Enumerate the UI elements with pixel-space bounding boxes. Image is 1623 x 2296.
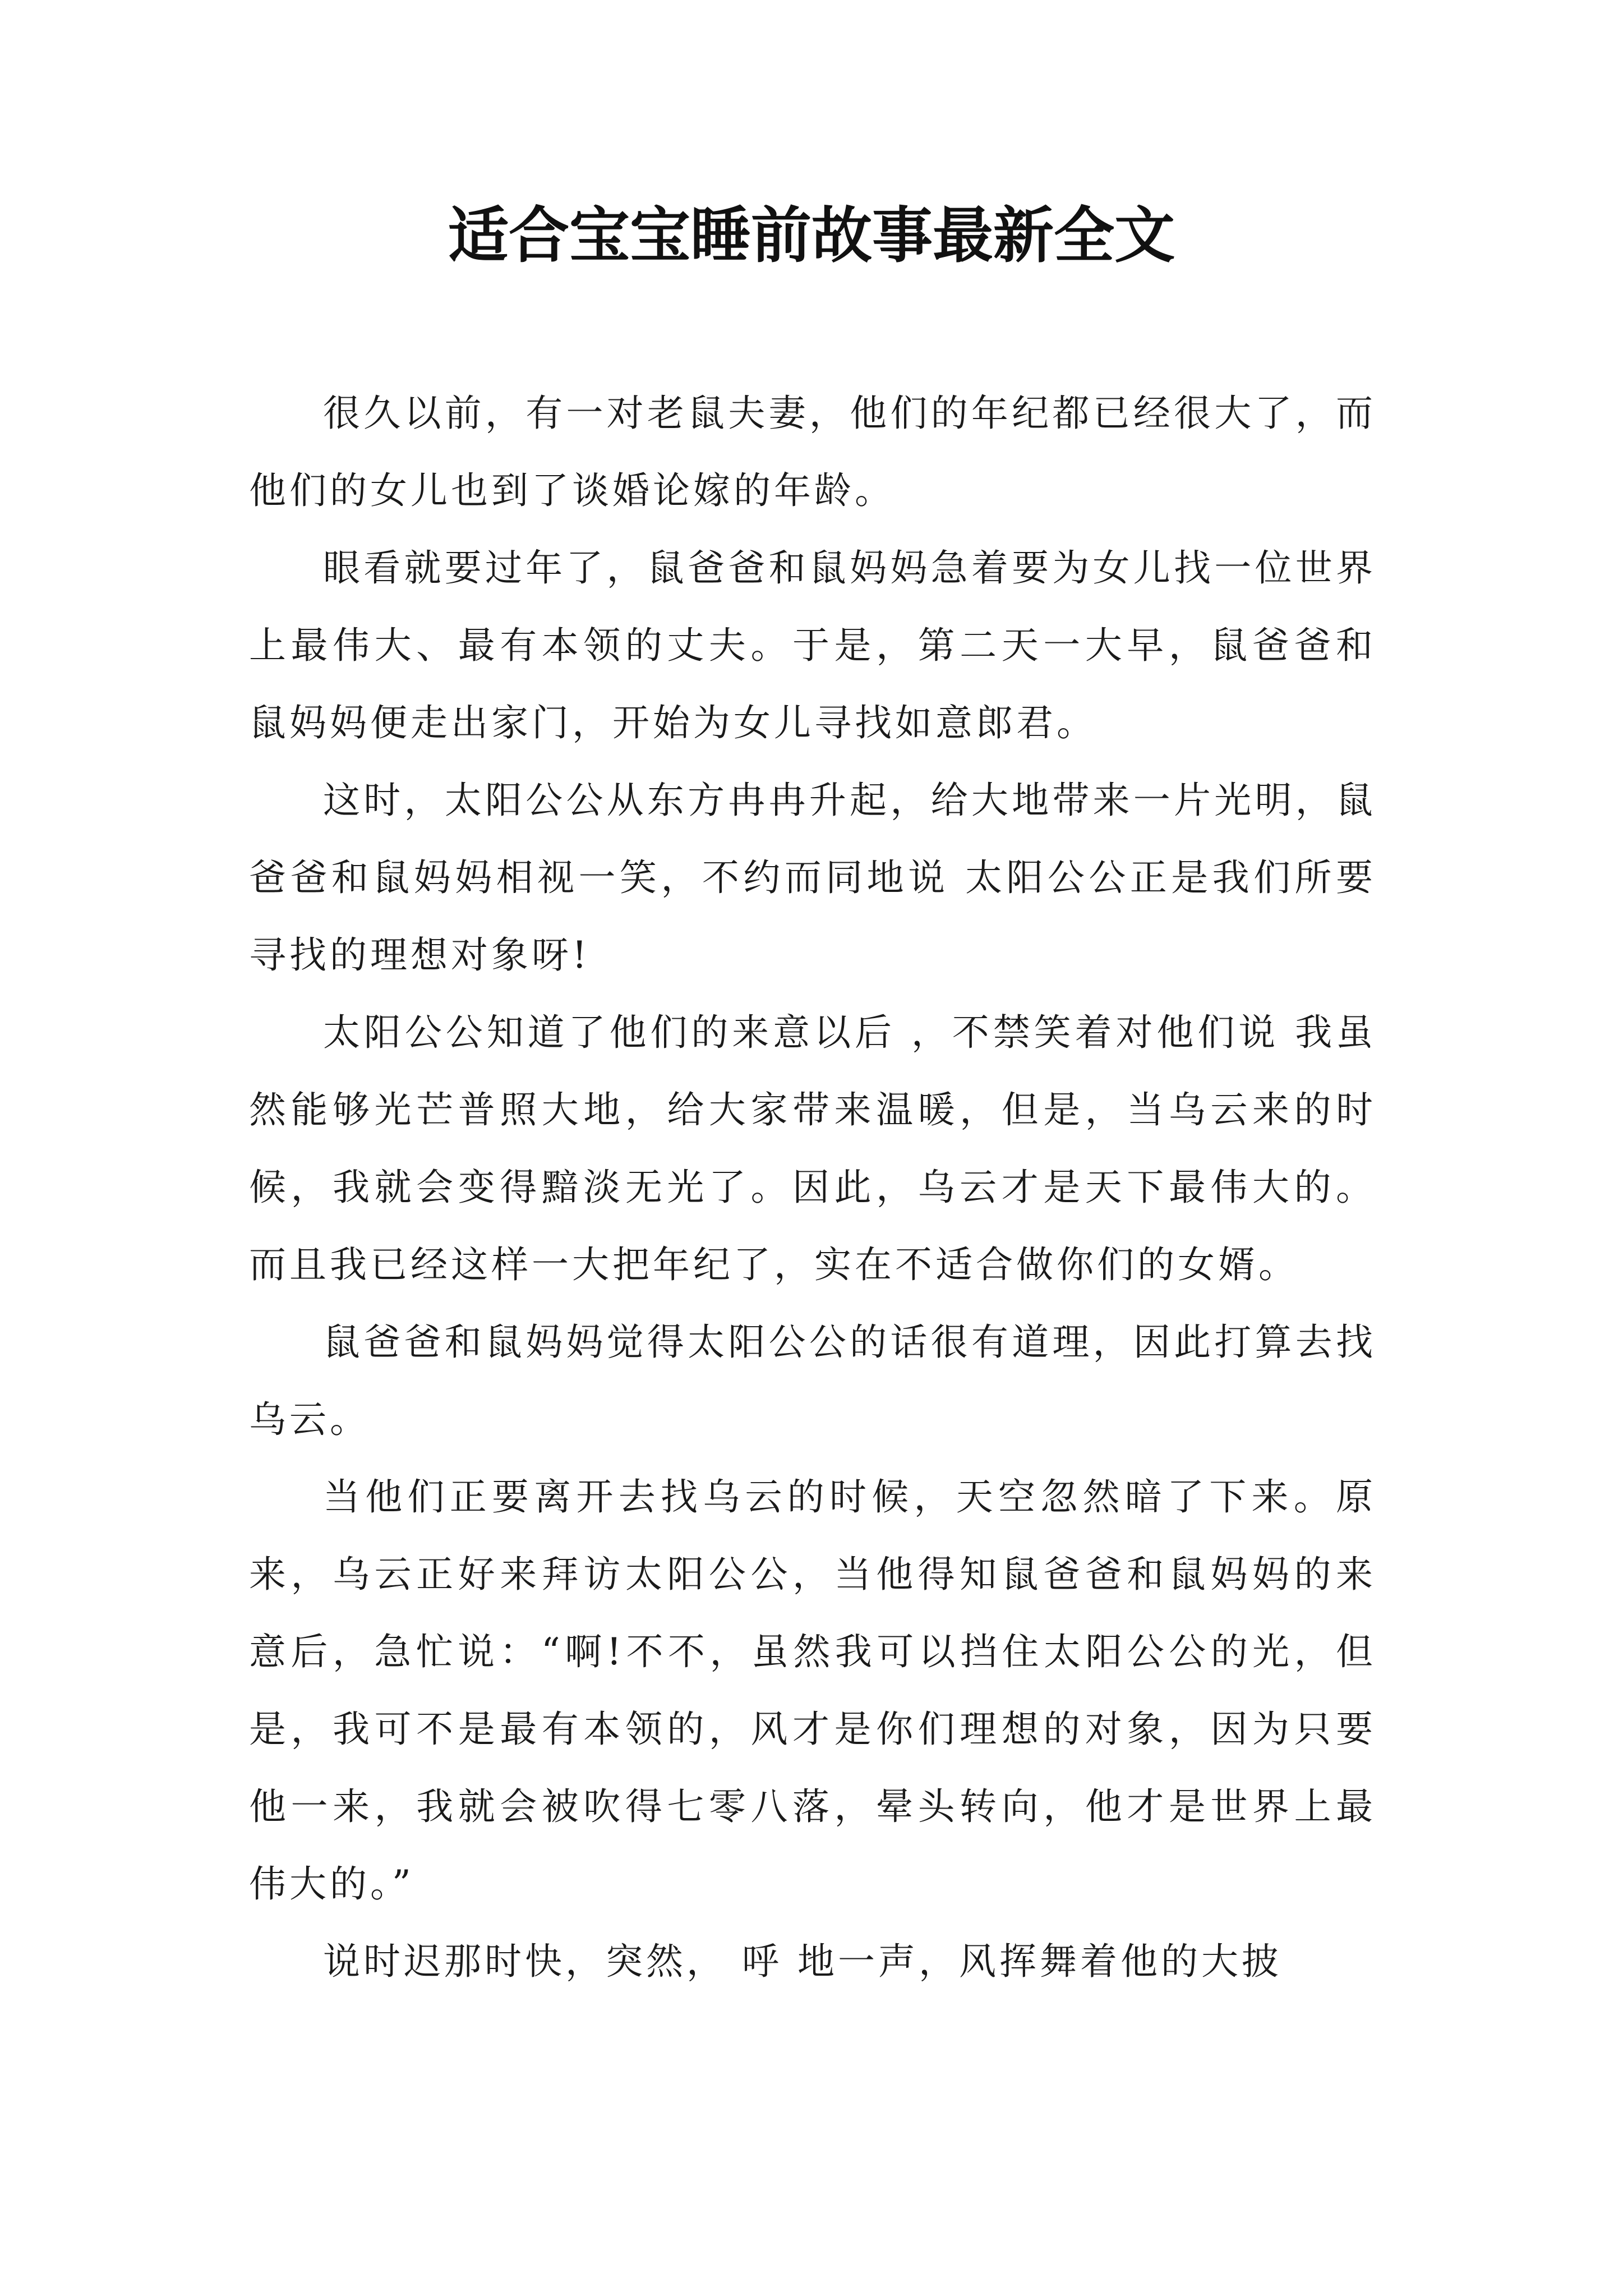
paragraph: 说时迟那时快，突然， 呼 地一声，风挥舞着他的大披 [323, 1940, 1282, 1983]
document-title: 适合宝宝睡前故事最新全文 [448, 200, 1175, 271]
paragraph: 太阳公公知道了他们的来意以后 ，不禁笑着对他们说 我虽然能够光芒普照大地，给大家带来温暖，但是，当乌云来的时候，我就会变得黯淡无光了。因此，乌云才是天下最伟大的。而且我已经这样一大把年纪了，实在不适合做你们的女婿。 [249, 1011, 1376, 1286]
paragraph: 眼看就要过年了，鼠爸爸和鼠妈妈急着要为女儿找一位世界上最伟大、最有本领的丈夫。于是，第二天一大早，鼠爸爸和鼠妈妈便走出家门，开始为女儿寻找如意郎君。 [249, 546, 1376, 744]
document-body [249, 375, 1376, 2000]
paragraph: 当他们正要离开去找乌云的时候，天空忽然暗了下来。原来，乌云正好来拜访太阳公公，当他得知鼠爸爸和鼠妈妈的来意后，急忙说：“啊!不不，虽然我可以挡住太阳公公的光，但是，我可不是最有本领的，风才是你们理想的对象，因为只要他一来，我就会被吹得七零八落，晕头转向，他才是世界上最伟大的。” [249, 1475, 1376, 1906]
paragraph: 这时，太阳公公从东方冉冉升起，给大地带来一片光明，鼠爸爸和鼠妈妈相视一笑，不约而同地说 太阳公公正是我们所要寻找的理想对象呀! [249, 779, 1376, 977]
paragraph: 很久以前，有一对老鼠夫妻，他们的年纪都已经很大了，而他们的女儿也到了谈婚论嫁的年龄。 [249, 392, 1376, 512]
paragraph: 鼠爸爸和鼠妈妈觉得太阳公公的话很有道理，因此打算去找乌云。 [249, 1320, 1376, 1441]
